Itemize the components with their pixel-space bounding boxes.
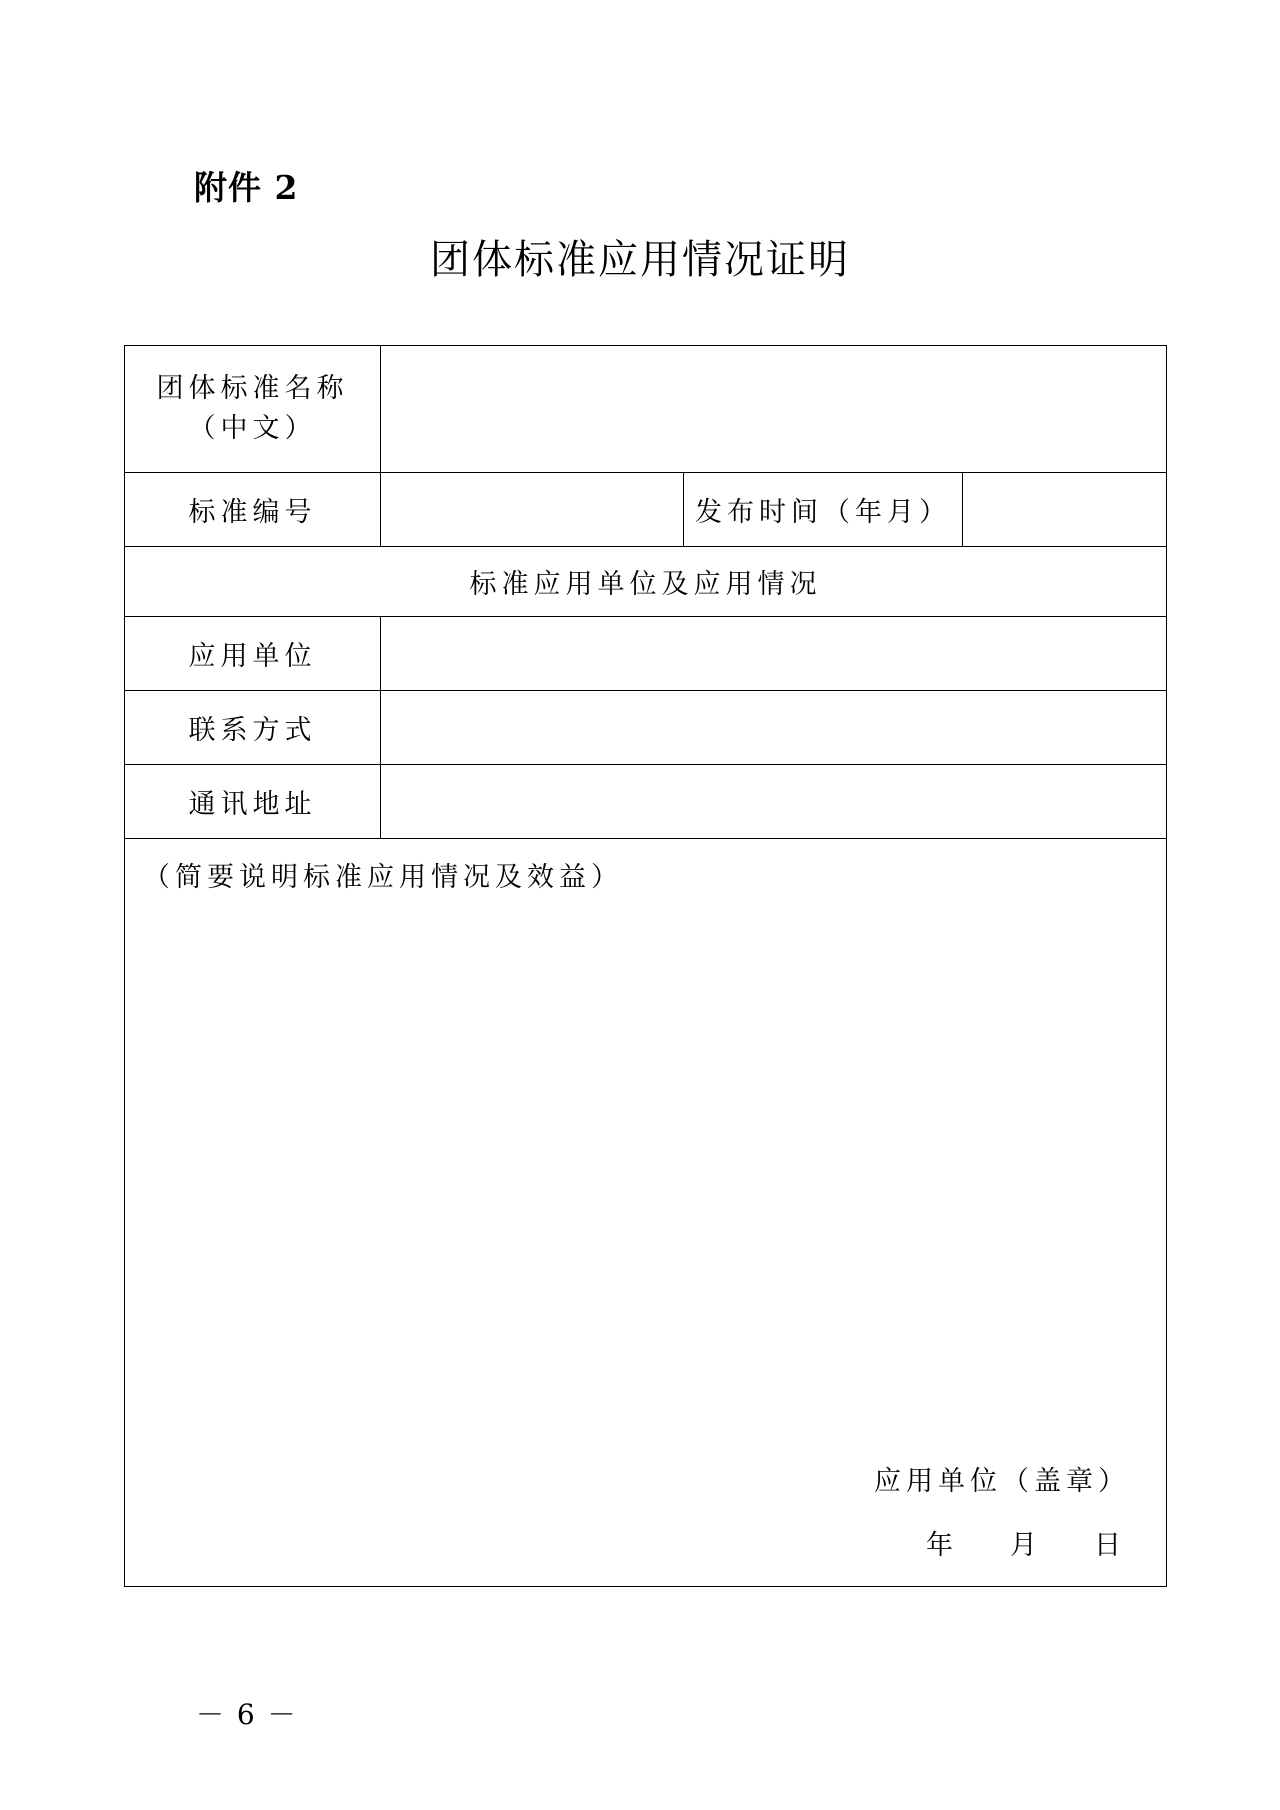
date-month: 月: [1010, 1530, 1043, 1561]
address-label: 通讯地址: [125, 765, 381, 839]
unit-field[interactable]: [381, 617, 1167, 691]
contact-field[interactable]: [381, 691, 1167, 765]
unit-row: [125, 617, 1167, 691]
standard-name-row: [125, 346, 1167, 473]
publish-time-field[interactable]: [963, 473, 1167, 547]
attachment-label: 附件 2: [194, 168, 299, 207]
section-heading-row: [125, 547, 1167, 617]
page-number: － 6 －: [196, 1698, 298, 1731]
standard-number-field[interactable]: [381, 473, 684, 547]
date-day: 日: [1094, 1530, 1127, 1561]
standard-name-label-line2: （中文）: [188, 413, 317, 444]
standard-name-label: [125, 346, 381, 473]
notes-row: [125, 839, 1167, 1587]
contact-label: 联系方式: [125, 691, 381, 765]
notes-hint: （简要说明标准应用情况及效益）: [143, 862, 623, 893]
contact-row: [125, 691, 1167, 765]
document-title: 团体标准应用情况证明: [430, 237, 850, 283]
seal-label: 应用单位（盖章）: [874, 1466, 1131, 1497]
notes-field[interactable]: [125, 839, 1167, 1587]
date-year: 年: [926, 1530, 959, 1561]
standard-name-field[interactable]: [381, 346, 1167, 473]
standard-number-row: [125, 473, 1167, 547]
standard-number-label: 标准编号: [125, 473, 381, 547]
address-field[interactable]: [381, 765, 1167, 839]
date-gap: [1042, 1523, 1094, 1562]
unit-label: 应用单位: [125, 617, 381, 691]
standard-name-label-line1: 团体标准名称: [156, 373, 349, 404]
application-form-table: [124, 345, 1167, 1587]
date-gap: [958, 1523, 1010, 1562]
date-line: [926, 1523, 1126, 1562]
section-heading: 标准应用单位及应用情况: [125, 547, 1167, 617]
address-row: [125, 765, 1167, 839]
publish-time-label: 发布时间（年月）: [684, 473, 963, 547]
